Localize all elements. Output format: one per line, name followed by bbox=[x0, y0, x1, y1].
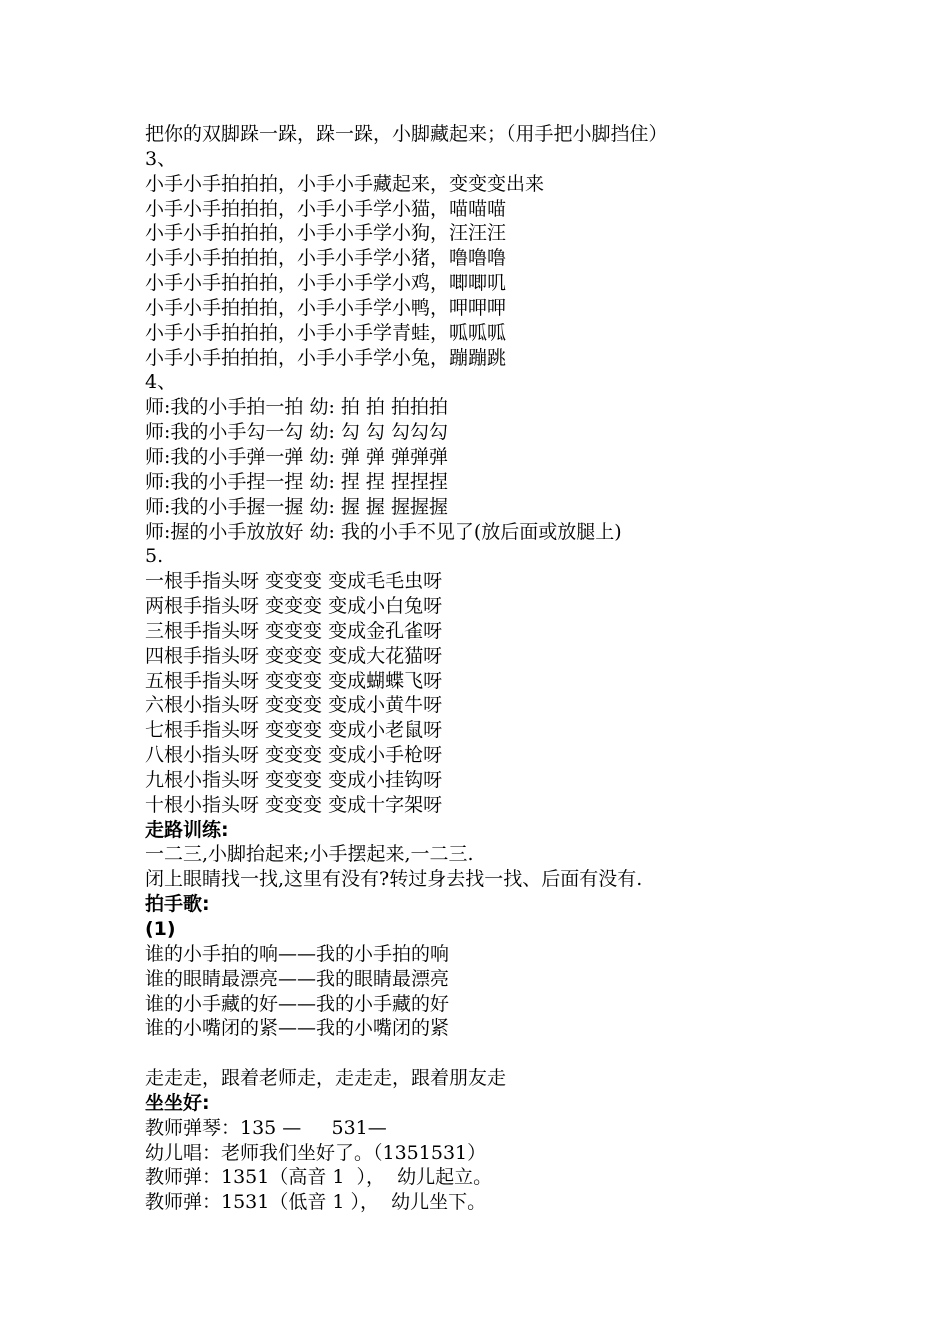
text-line: 两根手指头呀 变变变 变成小白兔呀 bbox=[145, 595, 443, 618]
text-line: 师:我的小手握一握 幼: 握 握 握握握 bbox=[145, 495, 448, 518]
text-line: 一根手指头呀 变变变 变成毛毛虫呀 bbox=[145, 570, 443, 593]
text-line: 小手小手拍拍拍，小手小手学小猪，噜噜噜 bbox=[145, 247, 507, 270]
text-line: 教师弹琴：135 — 531— bbox=[145, 1116, 387, 1139]
text-line: 谁的小手藏的好——我的小手藏的好 bbox=[145, 992, 450, 1015]
text-line: 师:我的小手弹一弹 幼: 弹 弹 弹弹弹 bbox=[145, 445, 448, 468]
text-line: 走走走，跟着老师走，走走走，跟着朋友走 bbox=[145, 1067, 507, 1090]
text-line: 教师弹：1531（低音 1 ）， 幼儿坐下。 bbox=[145, 1191, 487, 1214]
text-line: 小手小手拍拍拍，小手小手学青蛙，呱呱呱 bbox=[145, 321, 507, 344]
text-line: 师:我的小手勾一勾 幼: 勾 勾 勾勾勾 bbox=[145, 421, 448, 444]
text-line: 谁的眼睛最漂亮——我的眼睛最漂亮 bbox=[145, 967, 450, 990]
text-line: 师:握的小手放放好 幼: 我的小手不见了(放后面或放腿上) bbox=[145, 520, 622, 543]
document-page bbox=[145, 122, 865, 1215]
text-line: 八根小指头呀 变变变 变成小手枪呀 bbox=[145, 744, 443, 767]
text-line: 四根手指头呀 变变变 变成大花猫呀 bbox=[145, 644, 443, 667]
text-line: 教师弹：1351（高音 1 ）， 幼儿起立。 bbox=[145, 1166, 493, 1189]
text-line: 九根小指头呀 变变变 变成小挂钩呀 bbox=[145, 768, 443, 791]
text-line: 3、 bbox=[145, 147, 177, 170]
section-heading: (1) bbox=[145, 918, 176, 940]
text-line: 幼儿唱：老师我们坐好了。（1351531） bbox=[145, 1141, 487, 1164]
section-heading: 拍手歌: bbox=[145, 893, 210, 916]
text-line: 小手小手拍拍拍，小手小手学小鸭，呷呷呷 bbox=[145, 296, 507, 319]
text-line: 五根手指头呀 变变变 变成蝴蝶飞呀 bbox=[145, 669, 443, 692]
text-line: 小手小手拍拍拍，小手小手学小猫，喵喵喵 bbox=[145, 197, 507, 220]
text-line: 谁的小手拍的响——我的小手拍的响 bbox=[145, 942, 450, 965]
text-line: 把你的双脚跺一跺，跺一跺，小脚藏起来；（用手把小脚挡住） bbox=[145, 123, 668, 145]
text-line bbox=[145, 1041, 865, 1066]
text-line: 小手小手拍拍拍，小手小手学小兔，蹦蹦跳 bbox=[145, 346, 507, 369]
section-heading: 走路训练: bbox=[145, 818, 229, 841]
text-line: 小手小手拍拍拍，小手小手藏起来，变变变出来 bbox=[145, 172, 545, 195]
section-heading: 坐坐好: bbox=[145, 1091, 210, 1114]
text-line: 一二三,小脚抬起来;小手摆起来,一二三. bbox=[145, 843, 474, 866]
text-line: 三根手指头呀 变变变 变成金孔雀呀 bbox=[145, 619, 443, 642]
text-line: 十根小指头呀 变变变 变成十字架呀 bbox=[145, 793, 443, 816]
text-line: 六根小指头呀 变变变 变成小黄牛呀 bbox=[145, 694, 443, 717]
text-line: 闭上眼睛找一找,这里有没有?转过身去找一找、后面有没有. bbox=[145, 868, 643, 891]
text-line: 师:我的小手拍一拍 幼: 拍 拍 拍拍拍 bbox=[145, 396, 448, 419]
text-line: 5. bbox=[145, 545, 164, 568]
text-line: 小手小手拍拍拍，小手小手学小狗，汪汪汪 bbox=[145, 222, 507, 245]
text-line: 七根手指头呀 变变变 变成小老鼠呀 bbox=[145, 719, 443, 742]
text-line: 4、 bbox=[145, 371, 177, 394]
text-line: 谁的小嘴闭的紧——我的小嘴闭的紧 bbox=[145, 1017, 450, 1040]
text-line: 小手小手拍拍拍，小手小手学小鸡，唧唧叽 bbox=[145, 272, 507, 295]
text-line: 师:我的小手捏一捏 幼: 捏 捏 捏捏捏 bbox=[145, 470, 448, 493]
